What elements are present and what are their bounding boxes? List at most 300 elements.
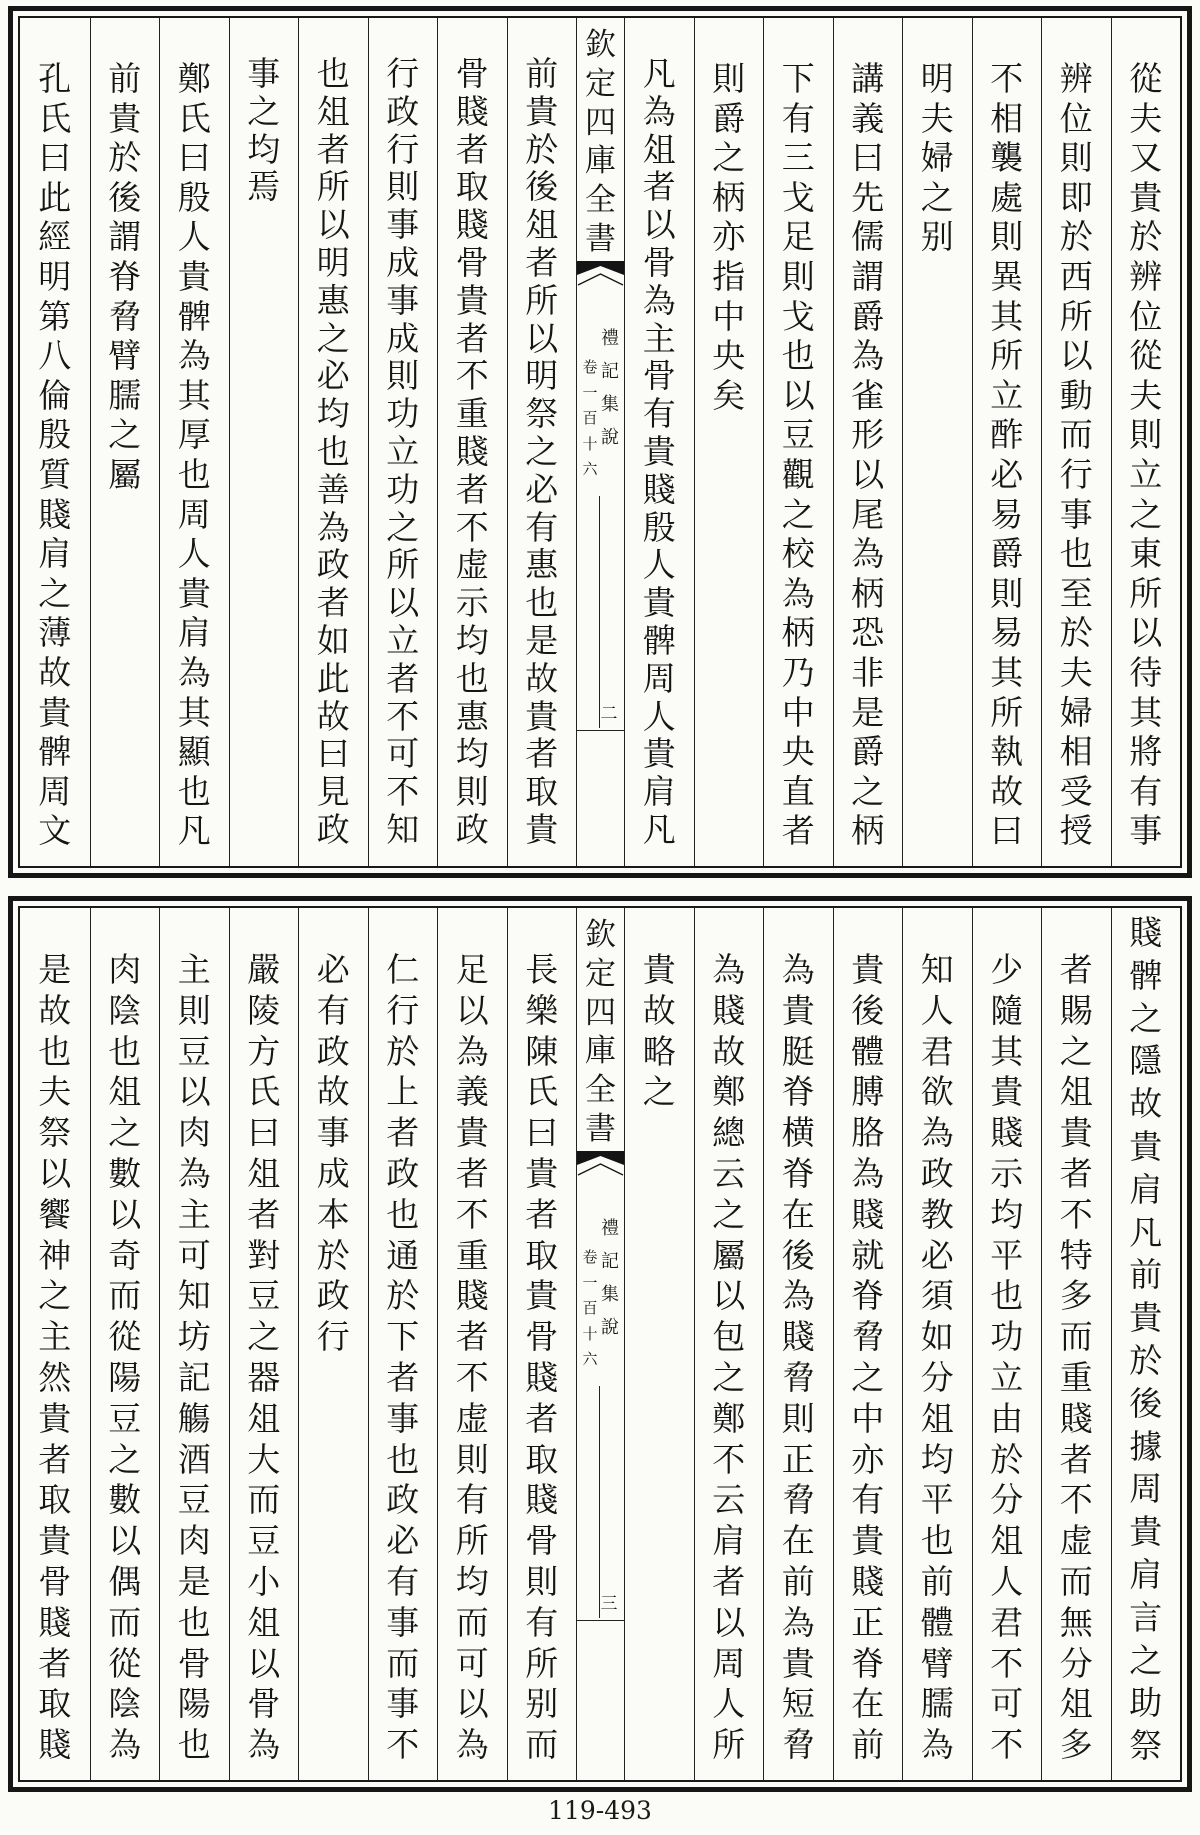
glyph: 其 — [177, 375, 211, 415]
glyph: 則 — [712, 59, 746, 98]
glyph: 行 — [386, 54, 420, 93]
glyph: 曰 — [38, 138, 72, 178]
glyph: 分 — [1059, 1643, 1093, 1683]
glyph: 酒 — [177, 1439, 211, 1479]
glyph: 對 — [247, 1235, 281, 1275]
fish-tail-mark — [577, 1151, 624, 1187]
text-column — [763, 18, 833, 866]
glyph: 貴 — [455, 280, 489, 320]
glyph: 體 — [920, 1602, 954, 1642]
glyph: 以 — [177, 1072, 211, 1112]
column-text — [625, 55, 694, 849]
glyph: 也 — [386, 1439, 420, 1479]
glyph: 校 — [781, 534, 815, 574]
column-text — [695, 59, 764, 415]
glyph: 教 — [920, 1194, 954, 1234]
glyph: 夫 — [38, 1072, 72, 1112]
glyph: 則 — [781, 1398, 815, 1438]
glyph: 央 — [712, 336, 746, 376]
margin-divider — [577, 730, 624, 731]
glyph: 則 — [990, 217, 1024, 257]
glyph: 曰 — [851, 138, 885, 178]
glyph: 貴 — [38, 1398, 72, 1438]
glyph: 言 — [1129, 1597, 1163, 1637]
glyph: 成 — [386, 242, 420, 282]
glyph: 肉 — [177, 1113, 211, 1153]
text-column — [229, 18, 299, 866]
glyph: 不 — [455, 1357, 489, 1397]
glyph: 人 — [920, 990, 954, 1030]
glyph: 貴 — [1129, 1126, 1163, 1166]
glyph: 有 — [525, 507, 559, 547]
glyph: 惠 — [455, 696, 489, 736]
glyph: 之 — [108, 1439, 142, 1479]
glyph: 記 — [601, 361, 619, 382]
glyph: 者 — [316, 129, 350, 169]
glyph: 位 — [1059, 98, 1093, 138]
glyph: 則 — [386, 167, 420, 207]
glyph: 則 — [455, 772, 489, 812]
glyph: 則 — [781, 256, 815, 296]
glyph: 講 — [851, 59, 885, 98]
glyph: 賤 — [781, 1317, 815, 1357]
glyph: 於 — [108, 138, 142, 178]
column-text — [299, 950, 368, 1358]
glyph: 不 — [455, 356, 489, 396]
glyph: 政 — [386, 1153, 420, 1193]
book-title — [599, 322, 621, 454]
volume-label — [580, 355, 600, 483]
glyph: 所 — [1059, 296, 1093, 336]
series-title — [577, 26, 624, 259]
glyph: 骨 — [455, 242, 489, 282]
glyph: 所 — [1129, 573, 1163, 613]
glyph: 者 — [386, 658, 420, 698]
glyph: 儒 — [851, 217, 885, 257]
glyph: 大 — [247, 1439, 281, 1479]
glyph: 夫 — [1059, 652, 1093, 692]
glyph: 於 — [386, 1276, 420, 1316]
glyph: 貴 — [1129, 1512, 1163, 1552]
glyph: 政 — [920, 1153, 954, 1193]
glyph: 有 — [851, 1480, 885, 1520]
glyph: 其 — [177, 692, 211, 732]
glyph: 髀 — [38, 732, 72, 772]
glyph: 短 — [781, 1684, 815, 1724]
glyph: 包 — [712, 1317, 746, 1357]
glyph: 以 — [38, 1153, 72, 1193]
glyph: 賜 — [1059, 990, 1093, 1030]
glyph: 賤 — [38, 1602, 72, 1642]
glyph: 是 — [851, 692, 885, 732]
text-column — [624, 908, 694, 1780]
glyph: 於 — [1059, 613, 1093, 653]
glyph: 指 — [712, 256, 746, 296]
glyph: 事 — [1129, 811, 1163, 851]
glyph: 待 — [1129, 652, 1163, 692]
glyph: 有 — [455, 1480, 489, 1520]
glyph: 所 — [455, 1521, 489, 1561]
glyph: 者 — [455, 1317, 489, 1357]
glyph: 形 — [851, 415, 885, 455]
glyph: 必 — [316, 950, 350, 989]
column-text — [973, 950, 1042, 1766]
column-text — [438, 55, 507, 849]
glyph: 虚 — [1059, 1521, 1093, 1561]
glyph: 也 — [108, 1031, 142, 1071]
glyph: 以 — [851, 454, 885, 494]
glyph: 此 — [38, 177, 72, 217]
glyph: 婦 — [920, 138, 954, 178]
glyph: 貴 — [851, 1521, 885, 1561]
glyph: 行 — [1059, 454, 1093, 494]
text-column — [624, 18, 694, 866]
glyph: 骨 — [247, 1684, 281, 1724]
glyph: 而 — [108, 1602, 142, 1642]
glyph: 為 — [455, 1031, 489, 1071]
column-text — [508, 55, 577, 849]
glyph: 之 — [316, 318, 350, 358]
glyph: 示 — [990, 1153, 1024, 1193]
glyph: 殷 — [177, 177, 211, 217]
glyph: 十 — [582, 434, 598, 453]
glyph: 賤 — [851, 1561, 885, 1601]
glyph: 其 — [990, 296, 1024, 336]
glyph: 事 — [1059, 494, 1093, 534]
glyph: 後 — [1129, 1383, 1163, 1423]
glyph: 分 — [920, 1357, 954, 1397]
glyph: 事 — [386, 1398, 420, 1438]
glyph: 為 — [851, 336, 885, 376]
glyph: 賤 — [38, 1725, 72, 1765]
glyph: 者 — [38, 1643, 72, 1683]
glyph: 髀 — [1129, 955, 1163, 995]
glyph: 者 — [712, 1561, 746, 1601]
glyph: 貴 — [525, 809, 559, 849]
glyph: 脅 — [781, 1480, 815, 1520]
text-column — [159, 908, 229, 1780]
glyph: 貴 — [642, 583, 676, 623]
glyph: 見 — [316, 772, 350, 812]
glyph: 偶 — [108, 1561, 142, 1601]
column-text — [1042, 950, 1111, 1766]
glyph: 說 — [601, 1317, 619, 1338]
glyph: 重 — [1059, 1357, 1093, 1397]
glyph: 本 — [316, 1194, 350, 1234]
glyph: 酢 — [990, 415, 1024, 455]
glyph: 事 — [386, 205, 420, 245]
glyph: 樂 — [525, 990, 559, 1030]
text-column — [1111, 908, 1181, 1780]
glyph: 禮 — [601, 328, 619, 349]
glyph: 多 — [1059, 1276, 1093, 1316]
glyph: 不 — [990, 1643, 1024, 1683]
glyph: 將 — [1129, 732, 1163, 772]
glyph: 必 — [990, 454, 1024, 494]
glyph: 肩 — [38, 534, 72, 574]
glyph: 說 — [601, 427, 619, 448]
glyph: 為 — [455, 1725, 489, 1765]
glyph: 平 — [990, 1235, 1024, 1275]
glyph: 也 — [316, 54, 350, 93]
glyph: 足 — [455, 950, 489, 989]
column-text — [91, 950, 160, 1766]
glyph: 君 — [920, 1031, 954, 1071]
glyph: 尾 — [851, 494, 885, 534]
glyph: 所 — [525, 280, 559, 320]
glyph: 肉 — [177, 1521, 211, 1561]
column-text — [903, 59, 972, 257]
glyph: 則 — [177, 990, 211, 1030]
column-text — [20, 59, 90, 851]
glyph: 亦 — [851, 1439, 885, 1479]
glyph: 一 — [582, 1273, 598, 1292]
glyph: 胳 — [851, 1113, 885, 1153]
glyph: 為 — [920, 1725, 954, 1765]
glyph: 二 — [600, 704, 618, 724]
glyph: 為 — [247, 1725, 281, 1765]
glyph: 平 — [920, 1480, 954, 1520]
glyph: 奇 — [108, 1235, 142, 1275]
glyph: 取 — [38, 1480, 72, 1520]
glyph: 集 — [601, 394, 619, 415]
glyph: 柄 — [851, 811, 885, 851]
glyph: 之 — [1129, 494, 1163, 534]
glyph: 肉 — [108, 950, 142, 989]
glyph: 特 — [1059, 1235, 1093, 1275]
glyph: 三 — [600, 1594, 618, 1614]
panel-frame — [18, 906, 1182, 1782]
glyph: 而 — [1059, 415, 1093, 455]
glyph: 其 — [1129, 692, 1163, 732]
glyph: 政 — [455, 809, 489, 849]
glyph: 非 — [851, 652, 885, 692]
glyph: 授 — [1059, 811, 1093, 851]
glyph: 者 — [386, 1113, 420, 1153]
glyph: 通 — [386, 1235, 420, 1275]
glyph: 之 — [386, 507, 420, 547]
glyph: 以 — [247, 1643, 281, 1683]
glyph: 質 — [38, 454, 72, 494]
glyph: 記 — [601, 1251, 619, 1272]
glyph: 曰 — [990, 811, 1024, 851]
glyph: 器 — [247, 1357, 281, 1397]
glyph: 凡 — [642, 54, 676, 93]
glyph: 不 — [990, 59, 1024, 98]
glyph: 功 — [386, 394, 420, 434]
glyph: 陽 — [177, 1684, 211, 1724]
glyph: 善 — [316, 469, 350, 509]
glyph: 柄 — [781, 613, 815, 653]
glyph: 厚 — [177, 415, 211, 455]
glyph: 也 — [177, 771, 211, 811]
glyph: 四 — [585, 104, 616, 141]
glyph: 功 — [990, 1317, 1024, 1357]
glyph: 後 — [851, 990, 885, 1030]
glyph: 故 — [38, 990, 72, 1030]
glyph: 賤 — [712, 990, 746, 1030]
glyph: 貴 — [642, 431, 676, 471]
glyph: 貴 — [642, 950, 676, 989]
glyph: 不 — [386, 696, 420, 736]
glyph: 殷 — [38, 415, 72, 455]
glyph: 貴 — [525, 1153, 559, 1193]
glyph: 也 — [177, 454, 211, 494]
glyph: 夫 — [920, 98, 954, 138]
glyph: 賤 — [851, 1194, 885, 1234]
glyph: 欽 — [585, 27, 616, 63]
glyph: 前 — [851, 1725, 885, 1765]
glyph: 者 — [525, 1194, 559, 1234]
glyph: 豆 — [247, 1276, 281, 1316]
glyph: 均 — [247, 129, 281, 169]
glyph: 六 — [582, 460, 598, 479]
glyph: 臑 — [920, 1684, 954, 1724]
glyph: 可 — [990, 1684, 1024, 1724]
glyph: 十 — [582, 1324, 598, 1343]
text-column — [229, 908, 299, 1780]
glyph: 豆 — [177, 1031, 211, 1071]
glyph: 惠 — [316, 280, 350, 320]
glyph: 有 — [525, 1602, 559, 1642]
glyph: 正 — [781, 1439, 815, 1479]
column-text — [160, 950, 229, 1766]
glyph: 而 — [108, 1276, 142, 1316]
glyph: 也 — [177, 1602, 211, 1642]
glyph: 而 — [525, 1725, 559, 1765]
glyph: 而 — [247, 1480, 281, 1520]
footer-page-number: 119-493 — [548, 1796, 652, 1825]
glyph: 可 — [386, 734, 420, 774]
glyph: 以 — [455, 1684, 489, 1724]
glyph: 貴 — [525, 91, 559, 131]
column-text — [625, 950, 694, 1113]
glyph: 以 — [108, 1521, 142, 1561]
column-text — [369, 950, 438, 1766]
glyph: 鄭 — [712, 1398, 746, 1438]
glyph: 是 — [177, 1561, 211, 1601]
glyph: 六 — [582, 1350, 598, 1369]
glyph: 骨 — [642, 242, 676, 282]
glyph: 戈 — [781, 296, 815, 336]
glyph: 亦 — [712, 217, 746, 257]
glyph: 均 — [455, 1561, 489, 1601]
glyph: 即 — [1059, 177, 1093, 217]
glyph: 故 — [316, 1072, 350, 1112]
glyph: 俎 — [642, 129, 676, 169]
glyph: 所 — [386, 545, 420, 585]
glyph: 第 — [38, 296, 72, 336]
glyph: 周 — [177, 494, 211, 534]
glyph: 賤 — [1129, 913, 1163, 952]
glyph: 書 — [585, 220, 616, 257]
glyph: 賤 — [525, 1480, 559, 1520]
glyph: 為 — [851, 534, 885, 574]
glyph: 氏 — [177, 98, 211, 138]
glyph: 者 — [1059, 950, 1093, 989]
glyph: 總 — [712, 1113, 746, 1153]
glyph: 辨 — [1129, 256, 1163, 296]
glyph: 以 — [108, 1194, 142, 1234]
glyph: 也 — [781, 336, 815, 376]
text-column — [833, 18, 903, 866]
glyph: 以 — [316, 205, 350, 245]
glyph: 貴 — [38, 692, 72, 732]
glyph: 貴 — [781, 1643, 815, 1683]
glyph: 不 — [386, 1725, 420, 1765]
glyph: 賤 — [990, 1113, 1024, 1153]
glyph: 重 — [455, 1235, 489, 1275]
text-column — [1041, 908, 1111, 1780]
glyph: 骨 — [177, 1643, 211, 1683]
glyph: 至 — [1059, 573, 1093, 613]
glyph: 之 — [851, 771, 885, 811]
glyph: 主 — [177, 1194, 211, 1234]
glyph: 也 — [920, 1521, 954, 1561]
glyph: 者 — [525, 1398, 559, 1438]
glyph: 賤 — [455, 205, 489, 245]
glyph: 前 — [1129, 1255, 1163, 1295]
glyph: 陽 — [108, 1357, 142, 1397]
glyph: 有 — [642, 394, 676, 434]
glyph: 之 — [1129, 998, 1163, 1038]
glyph: 集 — [601, 1284, 619, 1305]
glyph: 則 — [1059, 138, 1093, 178]
glyph: 所 — [990, 336, 1024, 376]
glyph: 之 — [38, 1276, 72, 1316]
glyph: 在 — [851, 1684, 885, 1724]
glyph: 又 — [1129, 138, 1163, 178]
glyph: 之 — [712, 138, 746, 178]
glyph: 貴 — [177, 256, 211, 296]
glyph: 助 — [1129, 1683, 1163, 1723]
glyph: 殷 — [642, 507, 676, 547]
glyph: 而 — [455, 1602, 489, 1642]
column-text — [299, 55, 368, 849]
glyph: 知 — [386, 809, 420, 849]
glyph: 凡 — [642, 809, 676, 849]
glyph: 饗 — [38, 1194, 72, 1234]
glyph: 而 — [1059, 1561, 1093, 1601]
glyph: 脅 — [781, 1357, 815, 1397]
glyph: 貴 — [525, 1276, 559, 1316]
glyph: 也 — [316, 431, 350, 471]
glyph: 三 — [781, 138, 815, 178]
glyph: 鄭 — [177, 59, 211, 98]
glyph: 以 — [525, 318, 559, 358]
glyph: 以 — [781, 375, 815, 415]
glyph: 取 — [525, 1439, 559, 1479]
glyph: 也 — [990, 1276, 1024, 1316]
glyph: 全 — [585, 182, 616, 219]
text-column — [507, 18, 577, 866]
glyph: 貴 — [1129, 177, 1163, 217]
glyph: 重 — [455, 394, 489, 434]
glyph: 柄 — [851, 573, 885, 613]
glyph: 顯 — [177, 732, 211, 772]
glyph: 也 — [455, 658, 489, 698]
glyph: 俎 — [247, 1398, 281, 1438]
glyph: 事 — [386, 1684, 420, 1724]
glyph: 脡 — [781, 1031, 815, 1071]
glyph: 貴 — [1129, 1298, 1163, 1338]
glyph: 全 — [585, 1072, 616, 1109]
text-column — [90, 18, 160, 866]
glyph: 俎 — [316, 91, 350, 131]
glyph: 立 — [386, 620, 420, 660]
glyph: 也 — [386, 1194, 420, 1234]
glyph: 取 — [455, 167, 489, 207]
